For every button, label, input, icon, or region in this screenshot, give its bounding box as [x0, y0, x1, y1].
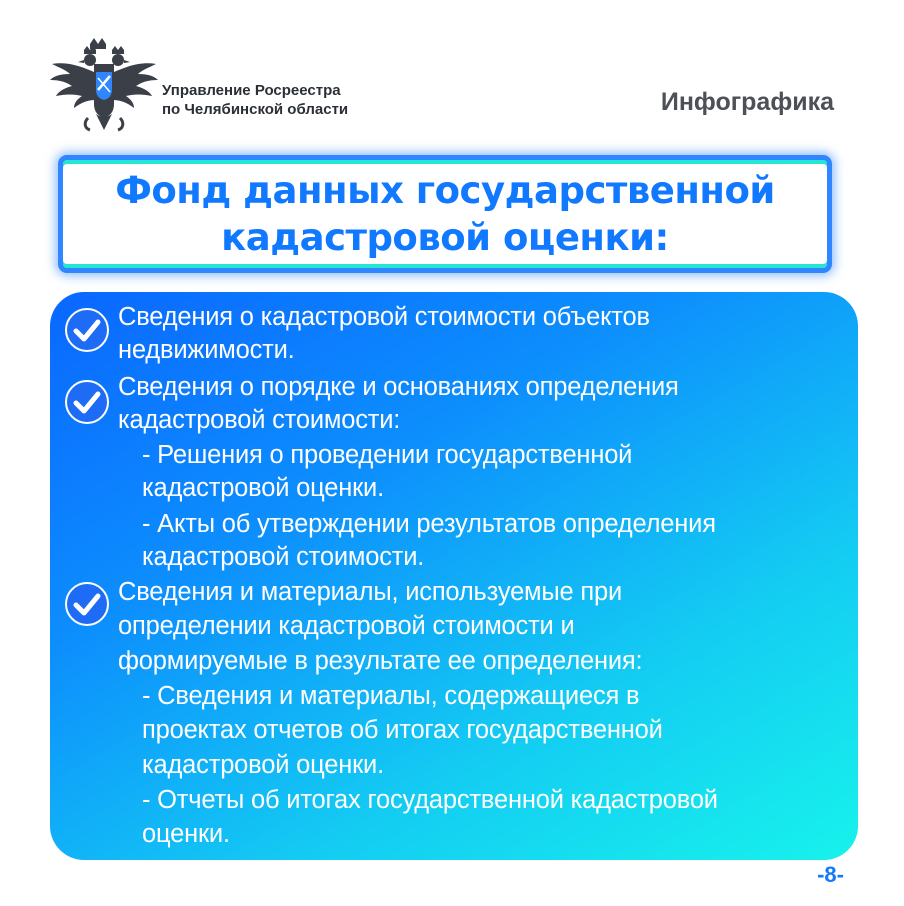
- org-line-2: по Челябинской области: [162, 101, 349, 118]
- item-3-sub-1-line-2: проектах отчетов об итогах государственной: [142, 716, 663, 744]
- rosreestr-eagle-logo: [46, 34, 162, 140]
- item-2-sub-2-line-2: кадастровой стоимости.: [142, 543, 425, 571]
- title-box: [58, 155, 832, 273]
- item-2-line-1: Сведения о порядке и основаниях определения: [118, 373, 679, 401]
- check-circle-icon: [64, 379, 110, 425]
- item-2-line-2: кадастровой стоимости:: [118, 406, 401, 434]
- check-circle-icon: [64, 581, 110, 627]
- organization-name: [162, 81, 348, 119]
- item-1-line-1: Сведения о кадастровой стоимости объектов: [118, 303, 650, 331]
- title-line-1: Фонд данных государственной: [115, 169, 775, 212]
- item-3-sub-1-line-1: - Сведения и материалы, содержащиеся в: [142, 682, 640, 710]
- item-3-sub-1-line-3: кадастровой оценки.: [142, 751, 384, 779]
- title-line-2: кадастровой оценки:: [221, 216, 669, 259]
- item-2-sub-2-line-1: - Акты об утверждении результатов определения: [142, 510, 716, 538]
- item-3-sub-2-line-1: - Отчеты об итогах государственной кадастровой: [142, 786, 718, 814]
- section-tag: Инфографика: [660, 88, 834, 116]
- item-3-line-1: Сведения и материалы, используемые при: [118, 578, 623, 606]
- item-3-sub-2-line-2: оценки.: [142, 820, 230, 848]
- item-1-line-2: недвижимости.: [118, 336, 295, 364]
- org-line-1: Управление Росреестра: [162, 82, 341, 99]
- item-3-line-3: формируемые в результате ее определения:: [118, 647, 643, 675]
- page-number: -8-: [817, 862, 844, 887]
- item-2-sub-1-line-2: кадастровой оценки.: [142, 474, 384, 502]
- item-3-line-2: определении кадастровой стоимости и: [118, 612, 575, 640]
- check-circle-icon: [64, 307, 110, 353]
- item-2-sub-1-line-1: - Решения о проведении государственной: [142, 441, 633, 469]
